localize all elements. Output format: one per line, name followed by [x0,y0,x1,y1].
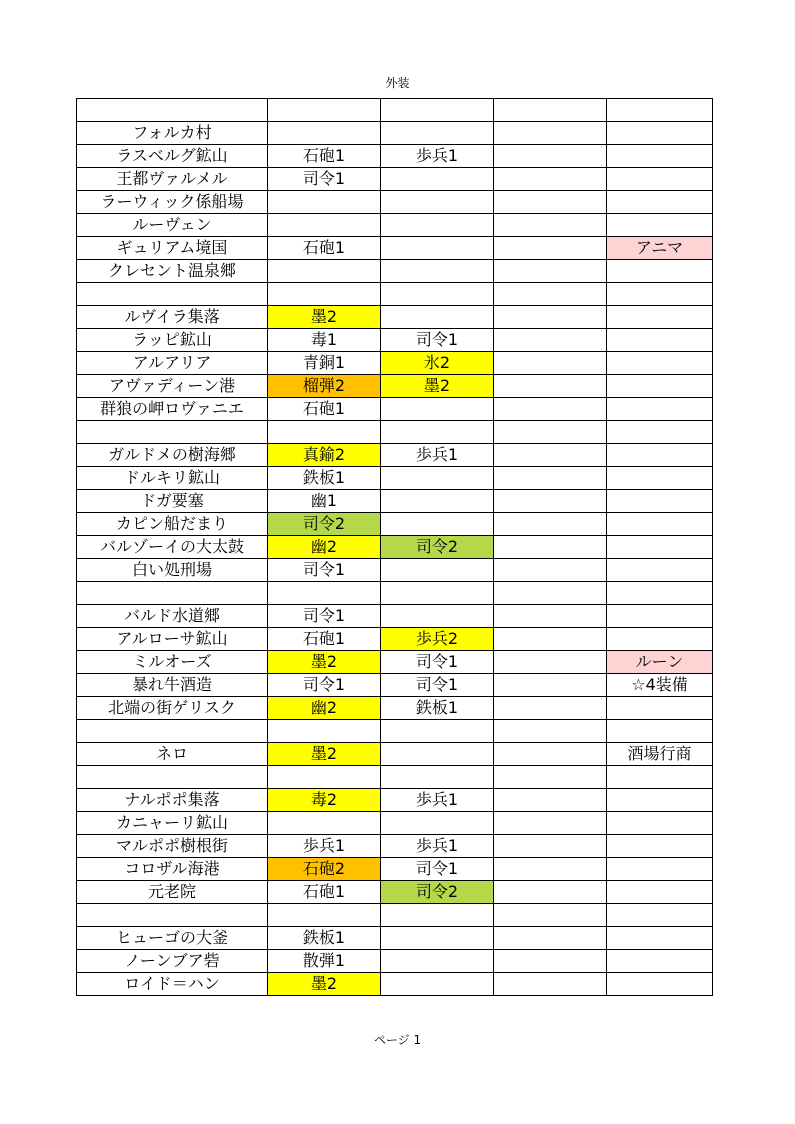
table-row [77,191,713,214]
item-cell-col3 [494,559,607,582]
item-cell-col1: 司令1 [268,168,381,191]
table-row [77,513,713,536]
item-cell-col3 [494,99,607,122]
item-cell-col4 [607,973,713,996]
item-cell-col3 [494,973,607,996]
item-cell-col3 [494,904,607,927]
location-cell: ラッピ鉱山 [77,329,268,352]
table-row [77,352,713,375]
item-cell-col2 [381,260,494,283]
item-cell-col4 [607,559,713,582]
item-cell-col2 [381,812,494,835]
item-cell-col2: 司令2 [381,881,494,904]
table-row [77,559,713,582]
item-cell-col1 [268,421,381,444]
item-cell-col3 [494,536,607,559]
item-cell-col1 [268,122,381,145]
item-cell-col1: 石砲1 [268,145,381,168]
item-cell-col4 [607,329,713,352]
location-cell: ドルキリ鉱山 [77,467,268,490]
item-cell-col3 [494,444,607,467]
table-row [77,329,713,352]
item-cell-col1: 墨2 [268,973,381,996]
location-cell: ドガ要塞 [77,490,268,513]
location-cell: ギュリアム境国 [77,237,268,260]
item-cell-col3 [494,191,607,214]
location-cell: ルーヴェン [77,214,268,237]
table-row [77,697,713,720]
table-row [77,904,713,927]
item-cell-col1: 真鍮2 [268,444,381,467]
item-cell-col2: 司令2 [381,536,494,559]
item-cell-col3 [494,628,607,651]
item-cell-col4 [607,766,713,789]
item-cell-col3 [494,789,607,812]
page-footer: ページ 1 [373,1033,422,1047]
item-cell-col2 [381,237,494,260]
item-cell-col2 [381,398,494,421]
item-cell-col1: 墨2 [268,306,381,329]
table-row [77,789,713,812]
table-row [77,950,713,973]
location-cell [77,421,268,444]
table-row [77,260,713,283]
item-cell-col1 [268,766,381,789]
table-row [77,927,713,950]
item-cell-col3 [494,697,607,720]
location-cell: ミルオーズ [77,651,268,674]
item-cell-col2 [381,720,494,743]
item-cell-col1 [268,260,381,283]
location-cell: 白い処刑場 [77,559,268,582]
table-row [77,490,713,513]
item-cell-col2 [381,191,494,214]
table-row [77,237,713,260]
table-row [77,444,713,467]
item-cell-col2: 歩兵1 [381,789,494,812]
table-row [77,214,713,237]
location-cell: ラーウィック係船場 [77,191,268,214]
item-cell-col1 [268,812,381,835]
item-cell-col2 [381,927,494,950]
item-cell-col2 [381,973,494,996]
item-cell-col4: ☆4装備 [607,674,713,697]
item-cell-col4 [607,352,713,375]
item-cell-col1: 石砲1 [268,237,381,260]
location-cell: 王都ヴァルメル [77,168,268,191]
table-row [77,99,713,122]
item-cell-col4 [607,950,713,973]
location-cell: アルアリア [77,352,268,375]
item-cell-col1 [268,283,381,306]
spreadsheet-table [76,98,713,996]
item-cell-col3 [494,145,607,168]
table-row [77,122,713,145]
location-cell: 群狼の岬ロヴァニエ [77,398,268,421]
item-cell-col4 [607,720,713,743]
item-cell-col1 [268,99,381,122]
item-cell-col4 [607,168,713,191]
item-cell-col2 [381,306,494,329]
table-row [77,145,713,168]
item-cell-col2 [381,904,494,927]
location-cell [77,283,268,306]
location-cell: 暴れ牛酒造 [77,674,268,697]
location-cell [77,904,268,927]
location-cell [77,582,268,605]
item-cell-col3 [494,950,607,973]
item-cell-col4 [607,835,713,858]
table-row [77,628,713,651]
item-cell-col1: 毒2 [268,789,381,812]
item-cell-col4 [607,628,713,651]
item-cell-col4 [607,99,713,122]
item-cell-col2 [381,766,494,789]
table-row [77,582,713,605]
item-cell-col1: 石砲1 [268,628,381,651]
item-cell-col3 [494,329,607,352]
location-cell: ロイド＝ハン [77,973,268,996]
item-cell-col2 [381,467,494,490]
item-cell-col4 [607,789,713,812]
item-cell-col3 [494,490,607,513]
item-cell-col3 [494,743,607,766]
item-cell-col3 [494,352,607,375]
item-cell-col4 [607,605,713,628]
table-row [77,766,713,789]
item-cell-col4 [607,881,713,904]
item-cell-col3 [494,812,607,835]
item-cell-col4 [607,421,713,444]
item-cell-col2: 歩兵1 [381,444,494,467]
location-cell: コロザル海港 [77,858,268,881]
location-cell: ルヴイラ集落 [77,306,268,329]
item-cell-col4 [607,375,713,398]
table-row [77,674,713,697]
item-cell-col2: 歩兵1 [381,835,494,858]
item-cell-col1: 榴弾2 [268,375,381,398]
item-cell-col1: 散弾1 [268,950,381,973]
item-cell-col1: 司令1 [268,559,381,582]
item-cell-col2: 司令1 [381,674,494,697]
table-row [77,973,713,996]
item-cell-col1 [268,720,381,743]
table-row [77,835,713,858]
location-cell: バルゾーイの大太鼓 [77,536,268,559]
item-cell-col3 [494,858,607,881]
item-cell-col3 [494,766,607,789]
location-cell [77,720,268,743]
location-cell: バルド水道郷 [77,605,268,628]
location-cell: カピン船だまり [77,513,268,536]
item-cell-col1 [268,191,381,214]
location-cell: マルポポ樹根街 [77,835,268,858]
page-header: 外装 [385,76,410,90]
location-cell: 北端の街ゲリスク [77,697,268,720]
item-cell-col4 [607,697,713,720]
item-cell-col1: 毒1 [268,329,381,352]
item-cell-col1: 鉄板1 [268,467,381,490]
location-cell: アヴァディーン港 [77,375,268,398]
item-cell-col2 [381,283,494,306]
item-cell-col2: 鉄板1 [381,697,494,720]
item-cell-col2 [381,582,494,605]
item-cell-col1: 司令2 [268,513,381,536]
item-cell-col3 [494,467,607,490]
item-cell-col2: 氷2 [381,352,494,375]
item-cell-col1: 墨2 [268,743,381,766]
location-cell: 元老院 [77,881,268,904]
location-cell: カニャーリ鉱山 [77,812,268,835]
item-cell-col1: 青銅1 [268,352,381,375]
item-cell-col3 [494,398,607,421]
item-cell-col3 [494,260,607,283]
item-cell-col1: 石砲1 [268,881,381,904]
table-row [77,536,713,559]
table-row [77,605,713,628]
item-cell-col4 [607,145,713,168]
item-cell-col2: 歩兵1 [381,145,494,168]
item-cell-col2 [381,168,494,191]
item-cell-col2: 歩兵2 [381,628,494,651]
location-cell: ノーンブア砦 [77,950,268,973]
item-cell-col1: 墨2 [268,651,381,674]
item-cell-col4: 酒場行商 [607,743,713,766]
location-cell: フォルカ村 [77,122,268,145]
item-cell-col2 [381,122,494,145]
item-cell-col4 [607,582,713,605]
table-row [77,421,713,444]
item-cell-col4 [607,490,713,513]
item-cell-col1: 鉄板1 [268,927,381,950]
item-cell-col4 [607,122,713,145]
item-cell-col1 [268,582,381,605]
item-cell-col2: 司令1 [381,329,494,352]
item-cell-col4 [607,306,713,329]
item-cell-col4 [607,260,713,283]
item-cell-col4 [607,513,713,536]
table-row [77,283,713,306]
table-row [77,306,713,329]
table-row [77,168,713,191]
table-row [77,743,713,766]
table-row [77,375,713,398]
item-cell-col3 [494,651,607,674]
item-cell-col2: 墨2 [381,375,494,398]
item-cell-col3 [494,168,607,191]
item-cell-col4 [607,536,713,559]
item-cell-col3 [494,375,607,398]
item-cell-col3 [494,122,607,145]
location-cell: ガルドメの樹海郷 [77,444,268,467]
item-cell-col3 [494,674,607,697]
item-cell-col4 [607,904,713,927]
item-cell-col3 [494,237,607,260]
item-cell-col3 [494,927,607,950]
item-cell-col4 [607,214,713,237]
table-row [77,467,713,490]
item-cell-col1 [268,904,381,927]
item-cell-col4 [607,283,713,306]
item-cell-col1: 幽1 [268,490,381,513]
item-cell-col2 [381,513,494,536]
item-cell-col4 [607,398,713,421]
item-cell-col1: 幽2 [268,697,381,720]
item-cell-col4 [607,467,713,490]
item-cell-col3 [494,306,607,329]
item-cell-col2 [381,605,494,628]
location-cell: ヒューゴの大釜 [77,927,268,950]
location-cell: クレセント温泉郷 [77,260,268,283]
item-cell-col4 [607,812,713,835]
table-row [77,398,713,421]
item-cell-col4: ルーン [607,651,713,674]
table-body [77,99,713,996]
item-cell-col4 [607,444,713,467]
location-cell: ネロ [77,743,268,766]
item-cell-col3 [494,513,607,536]
location-cell [77,99,268,122]
table-row [77,720,713,743]
item-cell-col4 [607,191,713,214]
item-cell-col2 [381,490,494,513]
item-cell-col3 [494,605,607,628]
table-row [77,651,713,674]
item-cell-col1: 歩兵1 [268,835,381,858]
item-cell-col1: 司令1 [268,605,381,628]
item-cell-col3 [494,582,607,605]
item-cell-col3 [494,421,607,444]
item-cell-col3 [494,835,607,858]
item-cell-col2: 司令1 [381,651,494,674]
location-cell: アルローサ鉱山 [77,628,268,651]
item-cell-col3 [494,881,607,904]
item-cell-col3 [494,283,607,306]
table-row [77,812,713,835]
item-cell-col2 [381,950,494,973]
location-cell [77,766,268,789]
item-cell-col3 [494,214,607,237]
table-row [77,858,713,881]
item-cell-col4 [607,927,713,950]
item-cell-col1: 石砲1 [268,398,381,421]
item-cell-col2 [381,99,494,122]
item-cell-col1: 石砲2 [268,858,381,881]
item-cell-col2: 司令1 [381,858,494,881]
item-cell-col2 [381,214,494,237]
location-cell: ナルポポ集落 [77,789,268,812]
table-row [77,881,713,904]
item-cell-col1: 幽2 [268,536,381,559]
item-cell-col2 [381,743,494,766]
item-cell-col3 [494,720,607,743]
item-cell-col1 [268,214,381,237]
item-cell-col2 [381,559,494,582]
item-cell-col4: アニマ [607,237,713,260]
location-cell: ラスベルグ鉱山 [77,145,268,168]
item-cell-col2 [381,421,494,444]
item-cell-col1: 司令1 [268,674,381,697]
item-cell-col4 [607,858,713,881]
